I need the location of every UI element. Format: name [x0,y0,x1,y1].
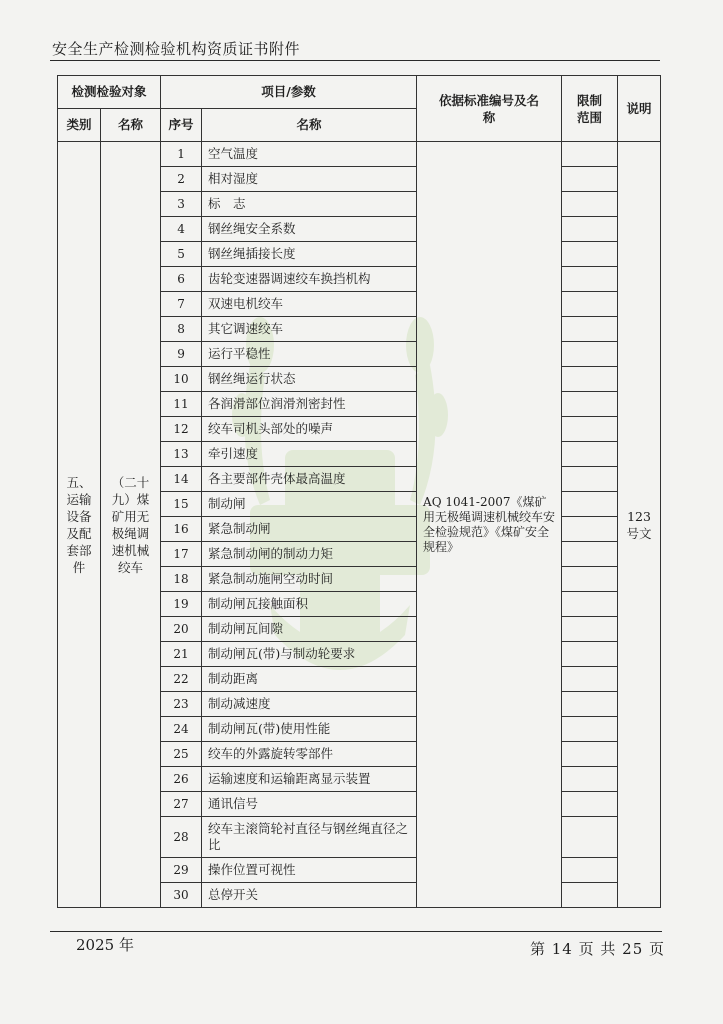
row-limit [562,517,618,542]
row-seq: 1 [161,142,202,167]
row-param-name: 制动闸瓦(带)使用性能 [202,717,417,742]
row-param-name: 钢丝绳安全系数 [202,217,417,242]
row-seq: 14 [161,467,202,492]
row-seq: 4 [161,217,202,242]
row-limit [562,742,618,767]
row-param-name: 紧急制动施闸空动时间 [202,567,417,592]
row-limit [562,367,618,392]
header-name: 名称 [101,109,161,142]
page-header-title: 安全生产检测检验机构资质证书附件 [52,40,301,58]
row-limit [562,292,618,317]
row-limit [562,442,618,467]
row-param-name: 紧急制动闸的制动力矩 [202,542,417,567]
row-param-name: 相对湿度 [202,167,417,192]
row-seq: 12 [161,417,202,442]
row-limit [562,667,618,692]
row-param-name: 制动闸瓦(带)与制动轮要求 [202,642,417,667]
row-seq: 21 [161,642,202,667]
row-limit [562,542,618,567]
row-seq: 20 [161,617,202,642]
row-seq: 6 [161,267,202,292]
row-param-name: 通讯信号 [202,792,417,817]
row-param-name: 总停开关 [202,883,417,908]
row-limit [562,717,618,742]
row-seq: 22 [161,667,202,692]
row-param-name: 钢丝绳运行状态 [202,367,417,392]
header-rule [50,60,660,61]
row-limit [562,417,618,442]
row-limit [562,617,618,642]
row-limit [562,267,618,292]
header-note: 说明 [618,76,661,142]
row-param-name: 各主要部件壳体最高温度 [202,467,417,492]
row-limit [562,592,618,617]
row-param-name: 绞车的外露旋转零部件 [202,742,417,767]
row-seq: 23 [161,692,202,717]
row-seq: 29 [161,858,202,883]
row-limit [562,858,618,883]
footer-year: 2025 年 [76,936,134,954]
row-seq: 13 [161,442,202,467]
row-limit [562,817,618,858]
row-limit [562,217,618,242]
row-param-name: 空气温度 [202,142,417,167]
header-object: 检测检验对象 [58,76,161,109]
row-limit [562,342,618,367]
row-seq: 15 [161,492,202,517]
row-param-name: 操作位置可视性 [202,858,417,883]
row-limit [562,142,618,167]
header-item: 项目/参数 [161,76,417,109]
row-param-name: 紧急制动闸 [202,517,417,542]
row-param-name: 运行平稳性 [202,342,417,367]
row-param-name: 钢丝绳插接长度 [202,242,417,267]
row-seq: 17 [161,542,202,567]
row-seq: 3 [161,192,202,217]
header-standard: 依据标准编号及名称 [417,76,562,142]
row-limit [562,167,618,192]
table-body [58,142,661,908]
row-seq: 30 [161,883,202,908]
row-limit [562,192,618,217]
footer-rule [50,931,662,932]
row-param-name: 运输速度和运输距离显示装置 [202,767,417,792]
header-param-name: 名称 [202,109,417,142]
row-param-name: 绞车司机头部处的噪声 [202,417,417,442]
row-seq: 28 [161,817,202,858]
row-param-name: 制动闸瓦接触面积 [202,592,417,617]
row-seq: 25 [161,742,202,767]
row-seq: 9 [161,342,202,367]
row-limit [562,883,618,908]
row-param-name: 制动减速度 [202,692,417,717]
row-seq: 24 [161,717,202,742]
object-name-cell: （二十九）煤矿用无极绳调速机械绞车 [101,142,161,908]
row-seq: 19 [161,592,202,617]
row-limit [562,767,618,792]
row-limit [562,567,618,592]
row-limit [562,242,618,267]
row-limit [562,492,618,517]
footer-page-number: 第 14 页 共 25 页 [530,940,666,958]
standard-cell: AQ 1041-2007《煤矿用无极绳调速机械绞车安全检验规范》《煤矿安全规程》 [417,142,562,908]
header-category: 类别 [58,109,101,142]
row-seq: 18 [161,567,202,592]
row-seq: 7 [161,292,202,317]
header-seq: 序号 [161,109,202,142]
category-cell: 五、运输设备及配套部件 [58,142,101,908]
row-param-name: 制动闸 [202,492,417,517]
row-seq: 5 [161,242,202,267]
row-limit [562,467,618,492]
row-seq: 16 [161,517,202,542]
inspection-items-table [57,75,661,908]
row-param-name: 双速电机绞车 [202,292,417,317]
row-seq: 26 [161,767,202,792]
row-limit [562,392,618,417]
row-limit [562,792,618,817]
table-row [58,142,661,167]
row-seq: 10 [161,367,202,392]
row-limit [562,692,618,717]
row-limit [562,317,618,342]
row-param-name: 绞车主滚筒轮衬直径与钢丝绳直径之比 [202,817,417,858]
row-seq: 27 [161,792,202,817]
row-param-name: 制动闸瓦间隙 [202,617,417,642]
row-seq: 2 [161,167,202,192]
note-cell: 123号文 [618,142,661,908]
row-param-name: 牵引速度 [202,442,417,467]
row-param-name: 制动距离 [202,667,417,692]
row-param-name: 各润滑部位润滑剂密封性 [202,392,417,417]
row-limit [562,642,618,667]
row-param-name: 标 志 [202,192,417,217]
row-param-name: 齿轮变速器调速绞车换挡机构 [202,267,417,292]
header-limit: 限制范围 [562,76,618,142]
row-param-name: 其它调速绞车 [202,317,417,342]
row-seq: 11 [161,392,202,417]
row-seq: 8 [161,317,202,342]
